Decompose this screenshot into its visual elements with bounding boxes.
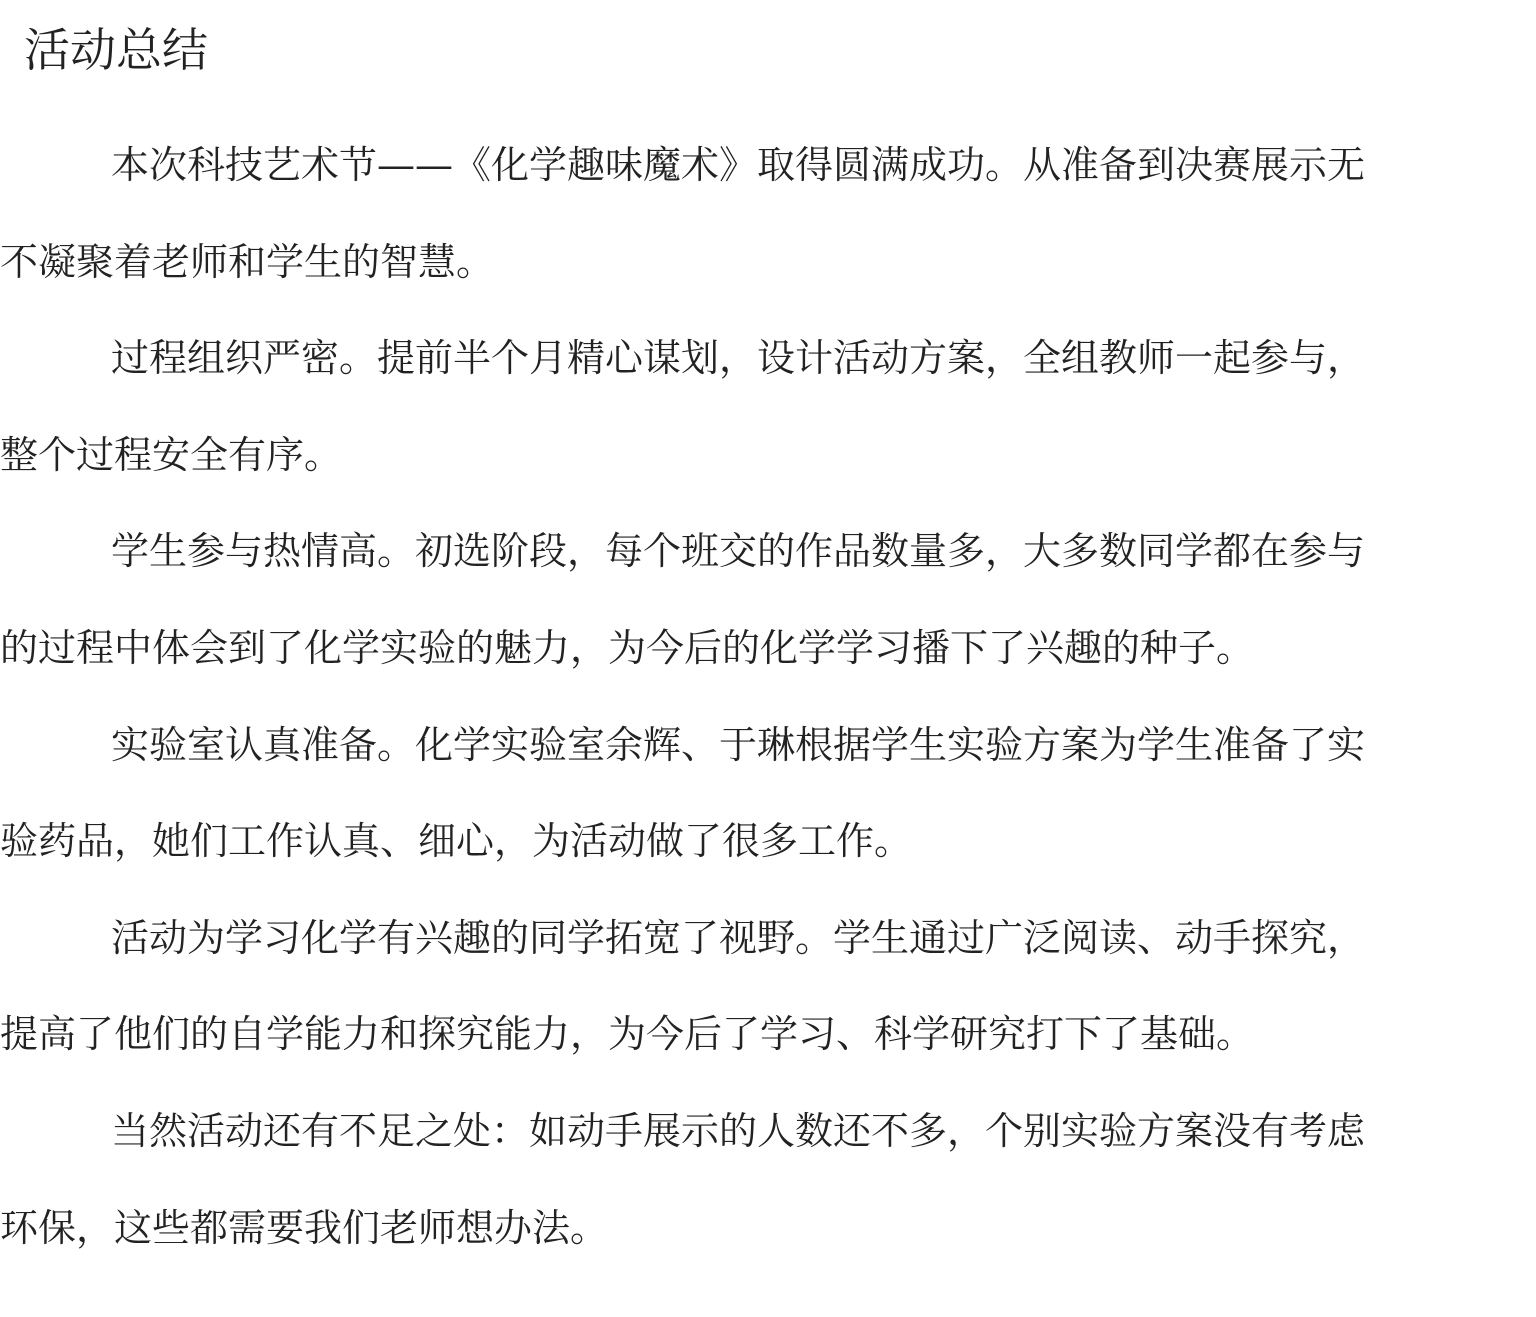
paragraph-4 (0, 697, 1536, 890)
paragraph-line: 环保，这些都需要我们老师想办法。 (0, 1205, 609, 1250)
paragraph-1 (0, 117, 1536, 310)
paragraph-line: 学生参与热情高。初选阶段，每个班交的作品数量多，大多数同学都在参与 (111, 529, 1366, 574)
paragraph-line: 验药品，她们工作认真、细心，为活动做了很多工作。 (0, 819, 913, 864)
paragraph-3 (0, 503, 1536, 696)
paragraph-line: 整个过程安全有序。 (0, 432, 343, 477)
paragraph-line: 提高了他们的自学能力和探究能力，为今后了学习、科学研究打下了基础。 (0, 1012, 1255, 1057)
paragraph-line: 实验室认真准备。化学实验室余辉、于琳根据学生实验方案为学生准备了实 (111, 722, 1366, 767)
paragraph-line: 的过程中体会到了化学实验的魅力，为今后的化学学习播下了兴趣的种子。 (0, 625, 1255, 670)
paragraph-6 (0, 1083, 1536, 1276)
paragraph-2 (0, 310, 1536, 503)
paragraph-line: 本次科技艺术节——《化学趣味魔术》取得圆满成功。从准备到决赛展示无 (111, 143, 1366, 187)
paragraph-line: 当然活动还有不足之处：如动手展示的人数还不多，个别实验方案没有考虑 (111, 1108, 1366, 1153)
document-body (0, 117, 1536, 1276)
paragraph-line: 活动为学习化学有兴趣的同学拓宽了视野。学生通过广泛阅读、动手探究， (111, 915, 1366, 960)
page-title: 活动总结 (24, 23, 208, 77)
paragraph-5 (0, 890, 1536, 1083)
paragraph-line: 不凝聚着老师和学生的智慧。 (0, 239, 495, 284)
paragraph-line: 过程组织严密。提前半个月精心谋划，设计活动方案，全组教师一起参与， (111, 336, 1366, 381)
